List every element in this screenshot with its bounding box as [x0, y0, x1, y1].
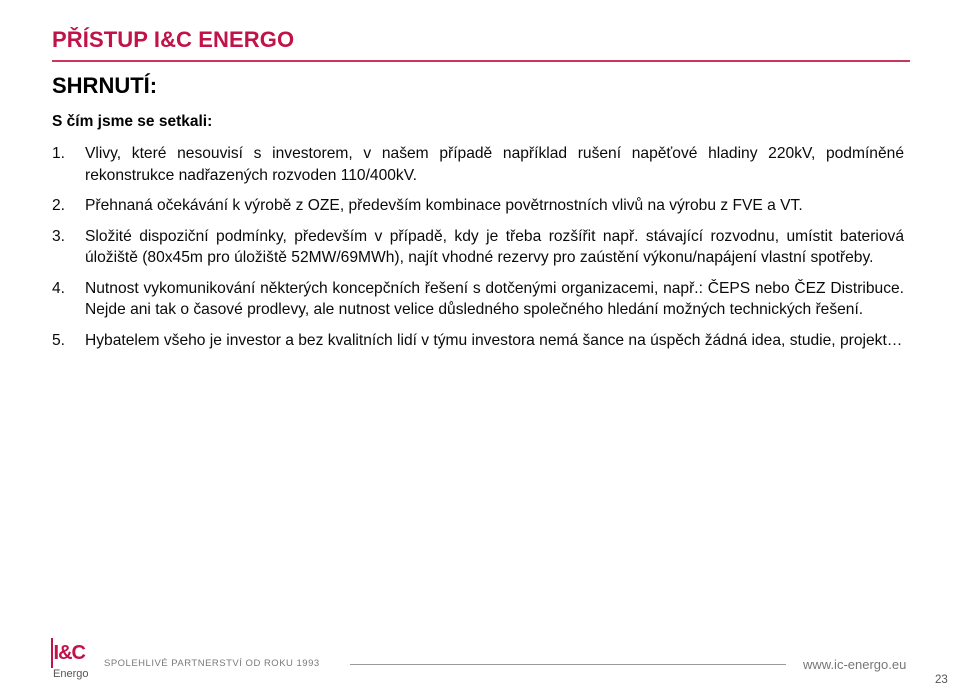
- company-logo: [51, 638, 87, 686]
- list-item-number: 5.: [52, 331, 66, 349]
- list-item-text: Přehnaná očekávání k výrobě z OZE, především kombinace povětrnostních vlivů na výrobu z FVE a VT.: [85, 197, 803, 214]
- summary-list: [52, 143, 910, 360]
- section-subtitle: S čím jsme se setkali:: [52, 113, 213, 130]
- list-item-number: 3.: [52, 227, 66, 245]
- header-divider: [52, 60, 910, 62]
- section-title: SHRNUTÍ:: [52, 73, 158, 98]
- footer-tagline: SPOLEHLIVÉ PARTNERSTVÍ OD ROKU 1993: [104, 658, 320, 669]
- list-item-number: 4.: [52, 279, 66, 297]
- footer-divider: [350, 664, 786, 665]
- list-item: [52, 278, 910, 321]
- list-item-text: Nutnost vykomunikování některých koncepčních řešení s dotčenými organizacemi, např.: ČEPS nebo ČEZ Distribuce. Nejde ani tak o časové prodlevy, ale nutnost velice důsledného společného hledání možných technických řešení.: [85, 279, 904, 318]
- list-item: [52, 330, 910, 352]
- footer-url: www.ic-energo.eu: [803, 657, 907, 672]
- page-number: 23: [935, 674, 948, 686]
- list-item-text: Vlivy, které nesouvisí s investorem, v našem případě například rušení napěťové hladiny 220kV, podmíněné rekonstrukce nadřazených rozvoden 110/400kV.: [85, 145, 904, 184]
- logo-mark: [51, 638, 85, 668]
- list-item: [52, 195, 910, 217]
- list-item-number: 2.: [52, 197, 66, 214]
- list-item-text: Složité dispoziční podmínky, především v případě, kdy je třeba rozšířit např. stávající rozvodnu, umístit bateriová úložiště (80x45m pro úložiště 52MW/69MWh), najít vhodné rezervy pro zaústění výkonu/napájení vlastní spotřeby.: [85, 227, 904, 266]
- page-header-title: PŘÍSTUP I&C ENERGO: [52, 27, 295, 52]
- list-item-text: Hybatelem všeho je investor a bez kvalitních lidí v týmu investora nemá šance na úspěch žádná idea, studie, projekt…: [85, 331, 903, 349]
- list-item: [52, 226, 910, 269]
- logo-bar: [51, 638, 53, 668]
- logo-subtext: Energo: [53, 668, 89, 680]
- list-item-number: 1.: [52, 145, 66, 162]
- logo-text: I&C: [53, 642, 85, 664]
- list-item: [52, 143, 910, 186]
